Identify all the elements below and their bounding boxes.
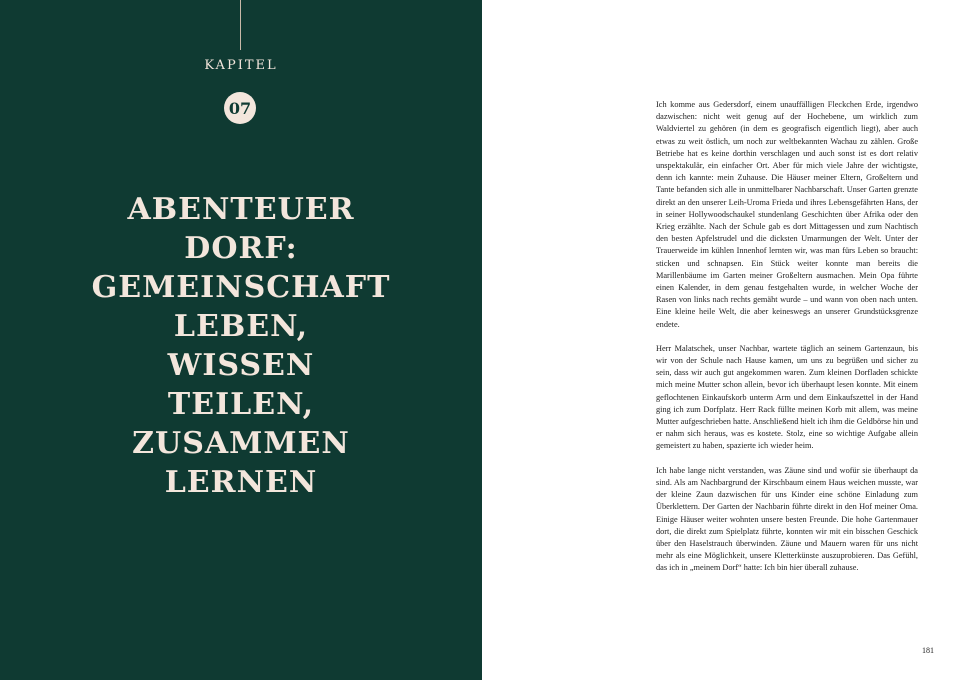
chapter-title-line: ZUSAMMEN: [132, 426, 350, 461]
chapter-number: 07: [228, 98, 252, 118]
chapter-number-badge: [224, 92, 256, 124]
chapter-title-line: TEILEN,: [167, 387, 315, 422]
chapter-kicker: KAPITEL: [204, 58, 278, 73]
top-vertical-rule: [240, 0, 241, 50]
chapter-title-line: LERNEN: [164, 465, 318, 500]
page-number: 181: [922, 646, 934, 655]
chapter-title-line: LEBEN,: [173, 309, 309, 344]
chapter-title-line: ABENTEUER: [127, 192, 355, 227]
chapter-title: [0, 190, 482, 502]
chapter-title-line: DORF:: [184, 231, 298, 266]
body-paragraph: Ich komme aus Gedersdorf, einem unauffälligen Fleckchen Erde, irgendwo dazwischen: nicht weit genug auf der Hochebene, um wirklich zum Waldviertel zu gehören (in dem es geografisch eigentlich liegt), aber auch etwas zu weit östlich, um noch zur weltbekannten Wachau zu zählen. Große Betriebe hat es keine dorthin verschlagen und auch sonst ist es dort relativ unspektakulär, ein einfacher Ort. Aber für mich viele Jahre der wichtigste, denn ich kannte: mein Zuhause. Die Häuser meiner Eltern, Großeltern und Tante befanden sich alle in unmittelbarer Nachbarschaft. Unser Garten grenzte direkt an den unserer Leih-Uroma Frieda und ihres Lebensgefährten Hans, der in seiner Hollywoodschaukel stundenlang Geschichten über Afrika oder den Krieg erzählte. Nach der Schule gab es dort Mittagessen und zum Nachtisch den besten Apfelstrudel und die dicksten Umarmungen der Welt. Unter der Trauerweide im kühlen Innenhof lernten wir, was man fürs Leben so braucht: sticken und schnapsen. Ein Stück weiter konnte man bereits die Marillenbäume im Garten meiner Großeltern ausmachen. Mein Opa führte einen Kalender, in dem genau festgehalten wurde, in welcher Woche der Rasen von links nach rechts gemäht wurde – und wann von oben nach unten. Eine kleine heile Welt, die aber keineswegs an unserer Grundstücksgrenze endete.: [656, 100, 918, 329]
body-paragraph: Herr Malatschek, unser Nachbar, wartete täglich an seinem Gartenzaun, bis wir von der Schule nach Hause kamen, um uns zu begrüßen und sicher zu sein, dass wir auch gut angekommen waren. Zum kleinen Dorfladen schickte mich meine Mutter schon allein, bevor ich überhaupt lesen konnte. Mit einem geflochtenen Einkaufskorb unterm Arm und dem Einkaufszettel in der Hand ging ich zum Dorfplatz. Herr Rack füllte meinen Korb mit allem, was meine Mutter aufgeschrieben hatte. Anschließend hielt ich ihm die Geldbörse hin und er nahm sich heraus, was es kostete. Stolz, eine so wichtige Aufgabe allein gemeistert zu haben, spazierte ich wieder heim.: [656, 343, 918, 451]
chapter-title-line: GEMEINSCHAFT: [91, 270, 391, 305]
body-text: [656, 99, 918, 587]
chapter-title-line: WISSEN: [167, 348, 315, 383]
body-paragraph: Ich habe lange nicht verstanden, was Zäune sind und wofür sie überhaupt da sind. Als am Nachbargrund der Kirschbaum einem Haus weichen musste, war der kleine Zaun dazwischen für uns Kinder eine schöne Einladung zum Überklettern. Der Garten der Nachbarin führte direkt in den Hof meiner Oma. Einige Häuser weiter wohnten unsere besten Freunde. Die hohe Gartenmauer dort, die direkt zum Spielplatz führte, konnten wir mit ein bisschen Geschick über den Haselstrauch überwinden. Zäune und Mauern waren für uns nicht mehr als eine Möglichkeit, unsere Kletterkünste auszuprobieren. Das Gefühl, das ich in „meinem Dorf“ hatte: Ich bin hier überall zuhause.: [656, 465, 918, 573]
text-page: [482, 0, 964, 680]
